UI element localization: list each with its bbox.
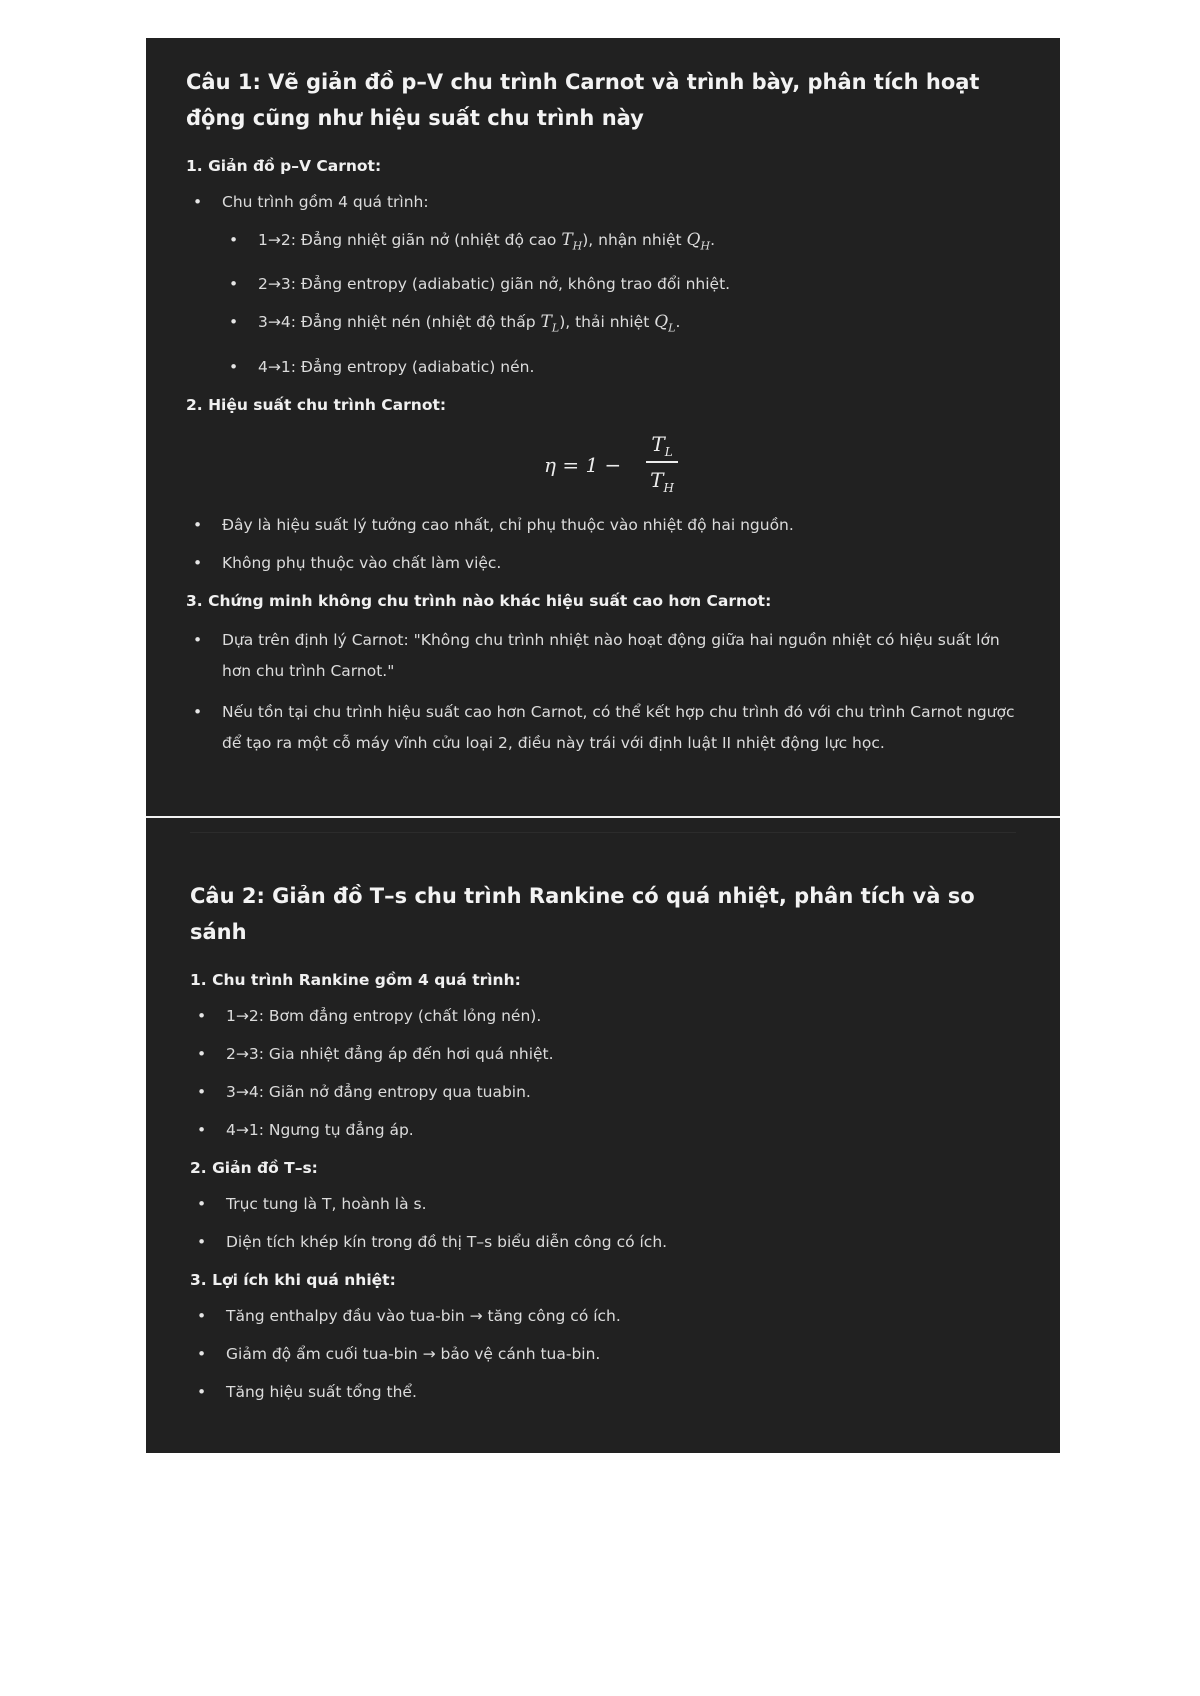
- math-var: $T_L$: [540, 312, 560, 335]
- q2-section-1-list: [190, 1004, 1022, 1142]
- q1-section-2-heading: 2. Hiệu suất chu trình Carnot:: [186, 395, 447, 414]
- q1-section-3-heading: 3. Chứng minh không chu trình nào khác hiệu suất cao hơn Carnot:: [186, 591, 772, 610]
- q2-section-2-heading: 2. Giản đồ T–s:: [190, 1159, 318, 1177]
- formula-lhs: η = 1 −: [544, 452, 622, 477]
- list-item: • Diện tích khép kín trong đồ thị T–s biểu diễn công có ích.: [190, 1230, 1022, 1254]
- carnot-efficiency-formula: [186, 429, 1022, 499]
- q2-section-1-heading: 1. Chu trình Rankine gồm 4 quá trình:: [190, 971, 521, 989]
- q2-section-3-list: [190, 1304, 1022, 1404]
- q1-section-1-list: [186, 190, 1022, 379]
- list-item: • Chu trình gồm 4 quá trình:: [186, 190, 1022, 214]
- list-item: • Nếu tồn tại chu trình hiệu suất cao hơn Carnot, có thể kết hợp chu trình đó với chu trình Carnot ngược để tạo ra một cỗ máy vĩnh cửu loại 2, điều này trái với định luật II nhiệt động lực học.: [186, 697, 1022, 759]
- q2-section-2-list: [190, 1192, 1022, 1254]
- list-item: • Dựa trên định lý Carnot: "Không chu trình nhiệt nào hoạt động giữa hai nguồn nhiệt có hiệu suất lớn hơn chu trình Carnot.": [186, 625, 1022, 687]
- list-item: • Tăng enthalpy đầu vào tua-bin → tăng công có ích.: [190, 1304, 1022, 1328]
- question-2-title: Câu 2: Giản đồ T–s chu trình Rankine có quá nhiệt, phân tích và so sánh: [190, 884, 975, 944]
- list-item: • 2→3: Đẳng entropy (adiabatic) giãn nở, không trao đổi nhiệt.: [186, 272, 1022, 296]
- math-var: $Q_H$: [686, 230, 711, 253]
- q1-section-3-list: [186, 625, 1022, 759]
- question-1-title: Câu 1: Vẽ giản đồ p–V chu trình Carnot và trình bày, phân tích hoạt động cũng như hiệu suất chu trình này: [186, 70, 980, 130]
- list-item: • Đây là hiệu suất lý tưởng cao nhất, chỉ phụ thuộc vào nhiệt độ hai nguồn.: [186, 513, 1022, 537]
- list-item: • Không phụ thuộc vào chất làm việc.: [186, 551, 1022, 575]
- math-var: $T_H$: [561, 230, 583, 253]
- list-item: • 4→1: Đẳng entropy (adiabatic) nén.: [186, 355, 1022, 379]
- formula-fraction: $T_L$ $T_H$: [646, 429, 678, 495]
- question-1-panel: [146, 38, 1060, 816]
- list-item: • Trục tung là T, hoành là s.: [190, 1192, 1022, 1216]
- question-2-panel: [146, 818, 1060, 1453]
- list-item: • 2→3: Gia nhiệt đẳng áp đến hơi quá nhiệt.: [190, 1042, 1022, 1066]
- list-item: • 1→2: Bơm đẳng entropy (chất lỏng nén).: [190, 1004, 1022, 1028]
- list-item: • Tăng hiệu suất tổng thể.: [190, 1380, 1022, 1404]
- list-item: • 1→2: Đẳng nhiệt giãn nở (nhiệt độ cao $T_H$), nhận nhiệt $Q_H$.: [186, 228, 1022, 258]
- horizontal-rule: [190, 832, 1016, 833]
- q1-section-1-heading: 1. Giản đồ p–V Carnot:: [186, 157, 382, 175]
- list-item: • 3→4: Đẳng nhiệt nén (nhiệt độ thấp $T_L$), thải nhiệt $Q_L$.: [186, 310, 1022, 340]
- q2-section-3-heading: 3. Lợi ích khi quá nhiệt:: [190, 1271, 396, 1289]
- math-var: $Q_L$: [654, 312, 676, 335]
- list-item: • 3→4: Giãn nở đẳng entropy qua tuabin.: [190, 1080, 1022, 1104]
- list-item: • Giảm độ ẩm cuối tua-bin → bảo vệ cánh tua-bin.: [190, 1342, 1022, 1366]
- q1-section-2-list: [186, 513, 1022, 575]
- list-item: • 4→1: Ngưng tụ đẳng áp.: [190, 1118, 1022, 1142]
